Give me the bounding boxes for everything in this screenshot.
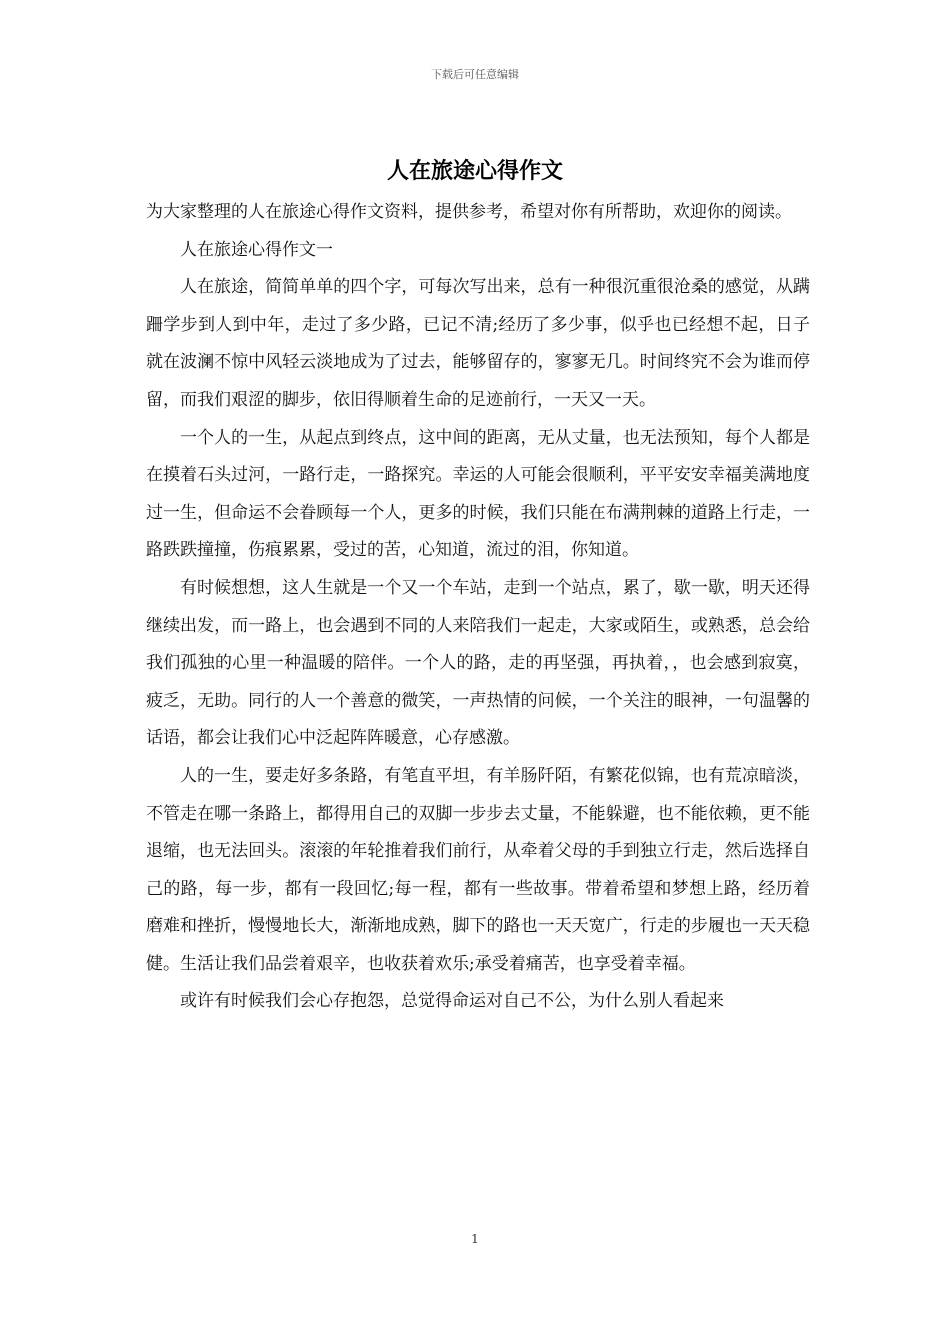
body-paragraph: 有时候想想，这人生就是一个又一个车站，走到一个站点，累了，歇一歇，明天还得继续出发，而一路上，也会遇到不同的人来陪我们一起走，大家或陌生，或熟悉，总会给我们孤独的心里一种温暖的陪伴。一个人的路，走的再坚强，再执着，，也会感到寂寞，疲乏，无助。同行的人一个善意的微笑，一声热情的问候，一个关注的眼神，一句温馨的话语，都会让我们心中泛起阵阵暖意，心存感激。 <box>146 577 810 749</box>
page-header: 下载后可任意编辑 <box>431 68 519 81</box>
body-paragraph: 人在旅途，简简单单的四个字，可每次写出来，总有一种很沉重很沧桑的感觉，从蹒跚学步到人到中年，走过了多少路，已记不清;经历了多少事，似乎也已经想不起，日子就在波澜不惊中风轻云淡地成为了过去，能够留存的，寥寥无几。时间终究不会为谁而停留，而我们艰涩的脚步，依旧得顺着生命的足迹前行，一天又一天。 <box>146 277 810 410</box>
body-paragraph: 或许有时候我们会心存抱怨，总觉得命运对自己不公，为什么别人看起来 <box>180 991 724 1012</box>
body-paragraph: 人的一生，要走好多条路，有笔直平坦，有羊肠阡陌，有繁花似锦，也有荒凉暗淡，不管走在哪一条路上，都得用自己的双脚一步步去丈量，不能躲避，也不能依赖，更不能退缩，也无法回头。滚滚的年轮推着我们前行，从牵着父母的手到独立行走，然后选择自己的路，每一步，都有一段回忆;每一程，都有一些故事。带着希望和梦想上路，经历着磨难和挫折，慢慢地长大，渐渐地成熟，脚下的路也一天天宽广，行走的步履也一天天稳健。生活让我们品尝着艰辛，也收获着欢乐;承受着痛苦，也享受着幸福。 <box>146 765 810 974</box>
page-number: 1 <box>471 1232 479 1246</box>
document-title: 人在旅途心得作文 <box>386 158 563 184</box>
body-paragraph: 一个人的一生，从起点到终点，这中间的距离，无从丈量，也无法预知，每个人都是在摸着石头过河，一路行走，一路探究。幸运的人可能会很顺利，平平安安幸福美满地度过一生，但命运不会眷顾每一个人，更多的时候，我们只能在布满荆棘的道路上行走，一路跌跌撞撞，伤痕累累，受过的苦，心知道，流过的泪，你知道。 <box>146 427 810 561</box>
document-body <box>146 194 810 1021</box>
intro-paragraph: 为大家整理的人在旅途心得作文资料，提供参考，希望对你有所帮助，欢迎你的阅读。 <box>146 202 792 222</box>
section-heading: 人在旅途心得作文一 <box>180 239 333 260</box>
